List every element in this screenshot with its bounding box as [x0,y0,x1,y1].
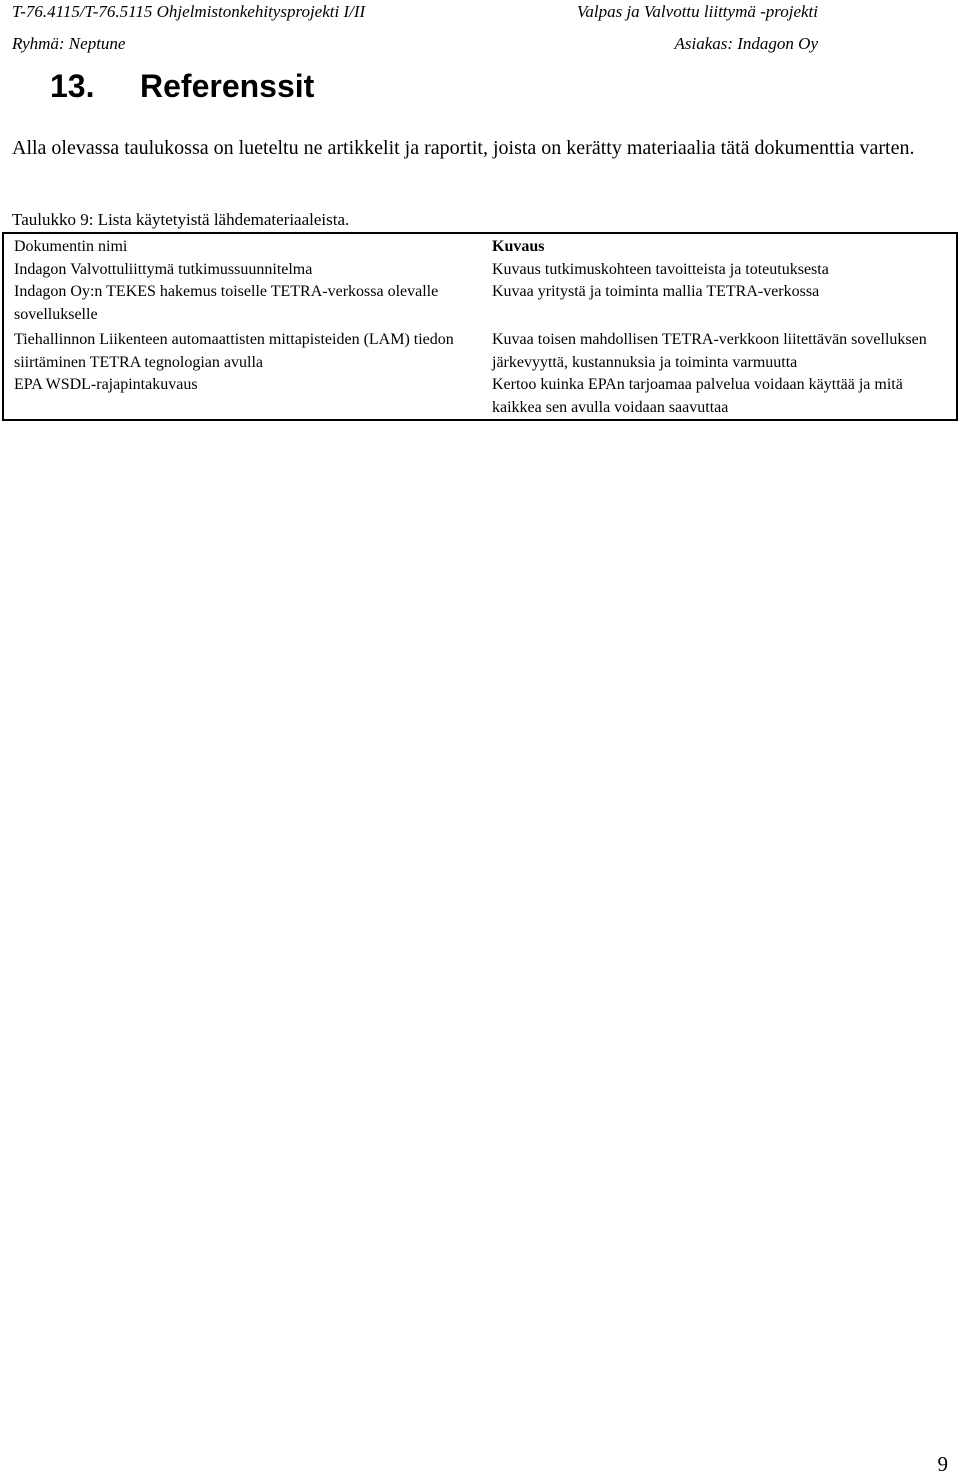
header-client: Asiakas: Indagon Oy [674,34,818,53]
row-1-name: Indagon Valvottuliittymä tutkimussuunnitelma [14,260,313,278]
page-number: 9 [937,1452,948,1476]
table-caption: Taulukko 9: Lista käytetyistä lähdemateriaaleista. [12,210,350,229]
row-4-description: Kertoo kuinka EPAn tarjoamaa palvelua voidaan käyttää ja mitä kaikkea sen avulla voidaan saavuttaa [492,376,903,416]
row-3-description: Kuvaa toisen mahdollisen TETRA-verkkoon liitettävän sovelluksen järkevyyttä, kustannuksia ja toiminta varmuutta [492,331,927,371]
row-2-description: Kuvaa yritystä ja toiminta mallia TETRA-verkossa [492,283,820,300]
header-course: T-76.4115/T-76.5115 Ohjelmistonkehitysprojekti I/II [12,2,366,21]
section-number: 13. [50,68,95,104]
table-row [3,374,957,420]
row-1-description: Kuvaus tutkimuskohteen tavoitteista ja toteutuksesta [492,260,829,278]
intro-paragraph: Alla olevassa taulukossa on lueteltu ne artikkelit ja raportit, joista on kerätty materiaalia tätä dokumenttia varten. [12,137,915,159]
table-row [3,281,957,326]
header-project: Valpas ja Valvottu liittymä -projekti [576,2,818,21]
references-table [2,232,958,421]
column-header-description: Kuvaus [492,238,545,255]
section-title: Referenssit [140,68,315,104]
column-header-name: Dokumentin nimi [14,238,128,255]
table-header-row [3,233,957,259]
table-row [3,259,957,282]
row-4-name: EPA WSDL-rajapintakuvaus [14,376,198,393]
row-2-name: Indagon Oy:n TEKES hakemus toiselle TETRA-verkossa olevalle sovellukselle [14,283,439,323]
section-heading [50,66,314,106]
header-group: Ryhmä: Neptune [12,34,126,53]
row-3-name: Tiehallinnon Liikenteen automaattisten mittapisteiden (LAM) tiedon siirtäminen TETRA tegnologian avulla [14,331,454,371]
table-row [3,326,957,374]
